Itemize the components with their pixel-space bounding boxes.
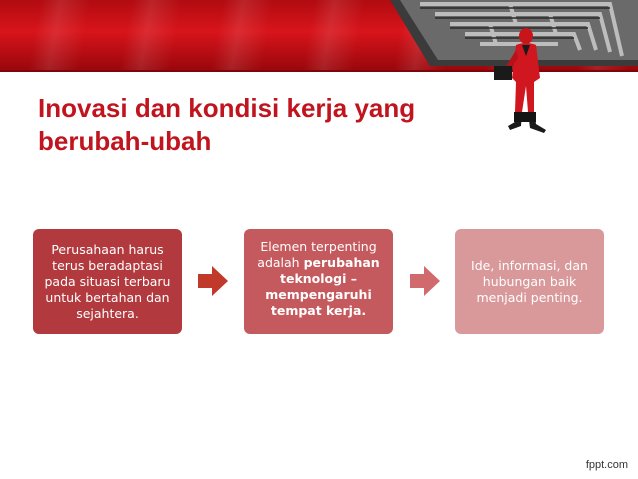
process-box-2-bold-1: perubahan teknologi – <box>280 255 380 286</box>
process-box-3-text: Ide, informasi, dan hubungan baik menjadi penting. <box>471 257 588 305</box>
process-box-1-text: Perusahaan harus terus beradaptasi pada situasi terbaru untuk bertahan dan sejahtera. <box>44 241 171 321</box>
businessman-figure <box>488 26 558 138</box>
title-line-1: Inovasi dan kondisi kerja yang <box>38 93 416 123</box>
slide-title <box>38 92 458 158</box>
process-box-2 <box>244 229 393 334</box>
arrow-right-icon <box>410 266 440 296</box>
process-box-2-plain: Elemen terpenting adalah <box>257 239 377 270</box>
process-box-3 <box>455 229 604 334</box>
arrow-right-icon <box>198 266 228 296</box>
process-box-1 <box>33 229 182 334</box>
footer-brand: fppt.com <box>585 459 628 471</box>
process-box-2-text <box>250 239 387 319</box>
process-box-2-bold-2: mempengaruhi tempat kerja. <box>265 287 372 318</box>
title-line-2: berubah-ubah <box>38 126 212 156</box>
